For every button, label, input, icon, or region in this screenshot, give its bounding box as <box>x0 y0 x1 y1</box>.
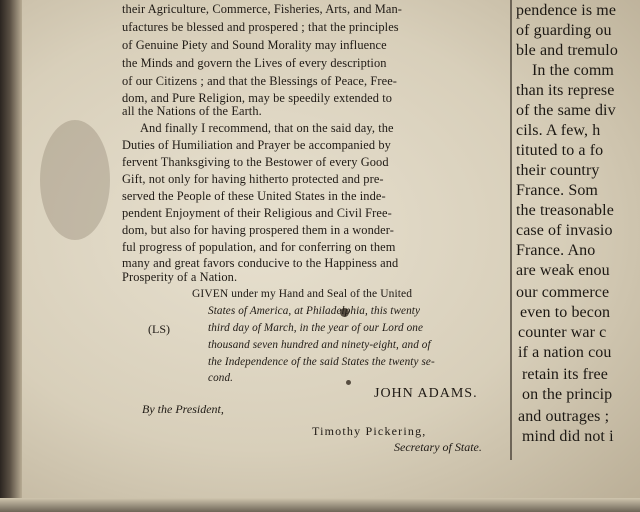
text-line: France. Ano <box>516 242 596 259</box>
text-line: if a nation cou <box>518 344 612 361</box>
by-the-president: By the President, <box>142 402 224 416</box>
text-line: ful progress of population, and for conferring on them <box>122 240 396 254</box>
secretary-title: Secretary of State. <box>394 440 482 454</box>
given-line: GIVEN under my Hand and Seal of the United <box>192 288 413 300</box>
text-line: of our Citizens ; and that the Blessings of Peace, Free- <box>122 74 398 88</box>
text-line: on the princip <box>522 386 613 403</box>
stain <box>40 120 110 240</box>
text-line: served the People of these United States in the inde- <box>122 189 386 203</box>
torn-left-edge <box>0 0 22 512</box>
text-line: dom, but also for having prospered them in a wonder- <box>122 223 394 237</box>
text-line: all the Nations of the Earth. <box>122 104 262 118</box>
text-line: ufactures be blessed and prospered ; that the principles <box>122 20 399 34</box>
text-line: many and great favors conducive to the Happiness and <box>122 256 399 270</box>
text-line: mind did not i <box>522 428 614 445</box>
text-line: cils. A few, h <box>516 122 601 139</box>
signer-name: JOHN ADAMS. <box>374 386 478 401</box>
text-line: Duties of Humiliation and Prayer be accompanied by <box>122 138 391 152</box>
secretary-name: Timothy Pickering, <box>312 424 427 438</box>
adjacent-column <box>516 0 640 512</box>
text-line: of Genuine Piety and Sound Morality may influence <box>122 38 387 52</box>
text-line: their country <box>516 162 600 179</box>
text-line: In the comm <box>532 62 614 79</box>
text-line: of guarding ou <box>516 22 612 39</box>
text-line: Gift, not only for having hitherto protected and pre- <box>122 172 384 186</box>
text-line: and outrages ; <box>518 408 610 425</box>
given-line: third day of March, in the year of our Lord one <box>208 322 424 334</box>
given-line: States of America, at Philadelphia, this twenty <box>208 305 421 317</box>
text-line: counter war c <box>518 324 607 341</box>
text-line: pendent Enjoyment of their Religious and Civil Free- <box>122 206 392 220</box>
text-line: their Agriculture, Commerce, Fisheries, Arts, and Man- <box>122 2 402 16</box>
text-line: dom, and Pure Religion, may be speedily extended to <box>122 91 393 105</box>
text-line: the treasonable <box>516 202 614 219</box>
text-line: our commerce <box>516 284 610 301</box>
given-line: cond. <box>208 372 234 384</box>
text-line: the Minds and govern the Lives of every description <box>122 56 387 70</box>
text-line: Prosperity of a Nation. <box>122 270 238 284</box>
text-line: are weak enou <box>516 262 610 279</box>
text-line: And finally I recommend, that on the said day, the <box>140 121 394 135</box>
text-line: than its represe <box>516 82 615 99</box>
proclamation-column <box>112 0 512 512</box>
text-line: of the same div <box>516 102 616 119</box>
column-rule <box>510 0 512 460</box>
given-line: the Independence of the said States the twenty se- <box>208 356 435 368</box>
text-line: retain its free <box>522 366 608 383</box>
text-line: ble and tremulo <box>516 42 618 59</box>
text-line: even to becon <box>520 304 611 321</box>
text-line: pendence is me <box>516 2 617 19</box>
text-line: case of invasio <box>516 222 613 239</box>
text-line: France. Som <box>516 182 598 199</box>
text-line: tituted to a fo <box>516 142 604 159</box>
given-line: thousand seven hundred and ninety-eight, and of <box>208 339 431 351</box>
seal-mark: (LS) <box>148 322 170 336</box>
text-line: fervent Thanksgiving to the Bestower of every Good <box>122 155 389 169</box>
